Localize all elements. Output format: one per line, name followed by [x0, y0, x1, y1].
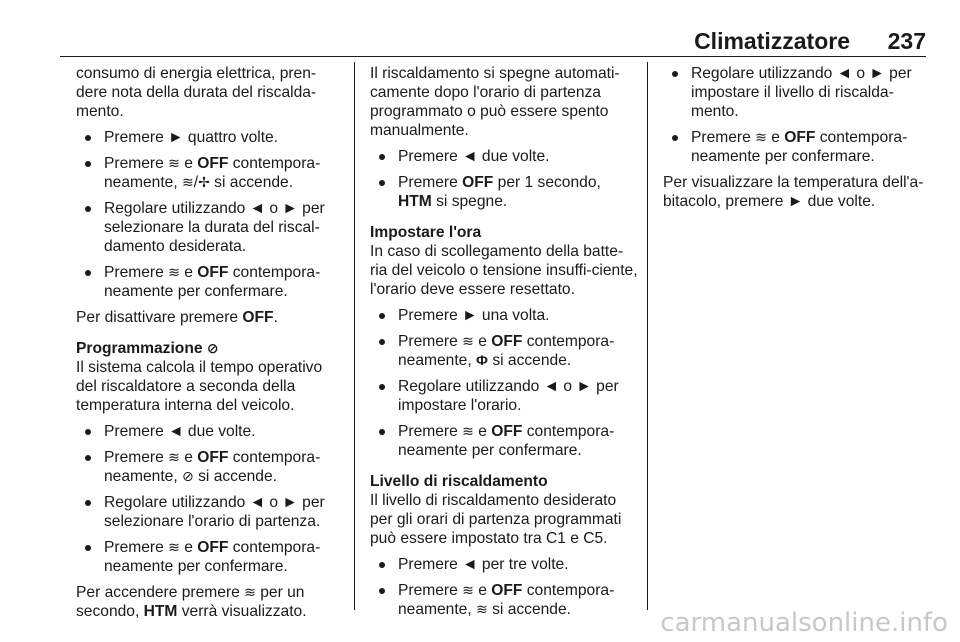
- list-item: Regolare utilizzando ◄ o ► per selezionare l'orario di partenza.: [76, 493, 344, 531]
- list-item: [76, 448, 344, 486]
- paragraph: [76, 583, 344, 621]
- paragraph: Per visualizzare la temperatura dell'a-bitacolo, premere ► due volte.: [663, 174, 924, 210]
- paragraph: Il sistema calcola il tempo operativo del riscaldatore a seconda della temperatura interna del veicolo.: [76, 359, 323, 414]
- list-item: [370, 422, 638, 460]
- off-key: OFF: [462, 174, 494, 191]
- text: e: [473, 582, 492, 599]
- paragraph: [76, 308, 344, 327]
- list-item: Premere ◄ per tre volte.: [370, 555, 638, 574]
- off-key: OFF: [491, 333, 523, 350]
- text: Premere: [104, 155, 169, 172]
- list-item: Premere ► una volta.: [370, 306, 638, 325]
- column-3: [663, 64, 931, 218]
- heater-icon: ≋: [168, 449, 180, 465]
- heater-icon: ≋: [462, 423, 474, 439]
- list-item: [76, 538, 344, 576]
- text: /: [193, 174, 199, 191]
- text: si spegne.: [431, 193, 508, 210]
- list-item: [76, 263, 344, 301]
- heater-icon: ≋: [462, 333, 474, 349]
- bullet-list: [663, 64, 931, 166]
- clock-icon: Ф: [476, 352, 488, 368]
- text: Premere: [398, 174, 463, 191]
- list-item: [76, 154, 344, 192]
- text: si accende.: [193, 468, 277, 485]
- heater-icon: ≋: [182, 174, 194, 190]
- text: contempora-neamente per confermare.: [104, 539, 321, 575]
- paragraph: In caso di scollegamento della batte-ria del veicolo o tensione insuffi-ciente, l'orario deve essere resettato.: [370, 243, 638, 298]
- column-2: [370, 64, 638, 626]
- text: Premere: [104, 264, 169, 281]
- text: contempora-neamente per confermare.: [104, 264, 321, 300]
- heater-icon: ≋: [462, 582, 474, 598]
- text: Premere: [398, 423, 463, 440]
- heater-icon: ≋: [168, 539, 180, 555]
- off-key: OFF: [242, 309, 274, 326]
- text: e: [473, 333, 492, 350]
- text: e: [179, 264, 198, 281]
- text: contempora-neamente,: [104, 449, 321, 485]
- list-item: Premere ► quattro volte.: [76, 128, 344, 147]
- clock-icon: ⊘: [206, 340, 219, 356]
- text: per 1 secondo,: [493, 174, 601, 191]
- off-key: OFF: [197, 449, 229, 466]
- paragraph: Il livello di riscaldamento desiderato per gli orari di partenza programmati può essere impostato tra C1 e C5.: [370, 492, 622, 547]
- bullet-list: [370, 147, 638, 211]
- text: contempora-neamente,: [398, 582, 615, 618]
- text: Per accendere premere: [76, 584, 245, 601]
- heater-icon: ≋: [244, 584, 256, 600]
- page-number: 237: [887, 28, 926, 54]
- off-key: OFF: [784, 129, 816, 146]
- list-item: Regolare utilizzando ◄ o ► per selezionare la durata del riscal-damento desiderata.: [76, 199, 344, 256]
- column-divider: [647, 62, 648, 610]
- paragraph: consumo di energia elettrica, pren-dere nota della durata del riscalda-mento.: [76, 65, 317, 120]
- text: contempora-neamente,: [104, 155, 321, 191]
- bullet-list: [370, 306, 638, 460]
- text: si accende.: [487, 601, 571, 618]
- list-item: [663, 128, 931, 166]
- text: e: [473, 423, 492, 440]
- off-key: OFF: [197, 539, 229, 556]
- text: Programmazione: [76, 340, 207, 357]
- list-item: Premere ◄ due volte.: [76, 422, 344, 441]
- heater-icon: ≋: [168, 264, 180, 280]
- text: per un secondo,: [76, 584, 305, 620]
- off-key: OFF: [197, 155, 229, 172]
- heater-icon: ≋: [476, 601, 488, 617]
- list-item: Premere ◄ due volte.: [370, 147, 638, 166]
- section-heading: [76, 339, 344, 358]
- text: contempora-neamente per confermare.: [691, 129, 908, 165]
- text: si accende.: [209, 174, 294, 191]
- text: verrà visualizzato.: [177, 603, 307, 620]
- off-key: OFF: [491, 582, 523, 599]
- off-key: OFF: [197, 264, 229, 281]
- text: e: [179, 539, 198, 556]
- text: e: [179, 449, 198, 466]
- off-key: OFF: [491, 423, 523, 440]
- section-heading: Impostare l'ora: [370, 224, 482, 241]
- htm-label: HTM: [398, 193, 432, 210]
- fan-icon: ✢: [198, 174, 210, 190]
- section-heading: Livello di riscaldamento: [370, 473, 548, 490]
- page-header: [60, 26, 926, 56]
- page-title: Climatizzatore: [694, 28, 850, 54]
- list-item: Regolare utilizzando ◄ o ► per impostare l'orario.: [370, 377, 638, 415]
- bullet-list: [76, 422, 344, 576]
- paragraph: Il riscaldamento si spegne automati-camente dopo l'orario di partenza programmato o può essere spento manualmente.: [370, 65, 620, 139]
- text: Premere: [104, 539, 169, 556]
- list-item: [370, 173, 638, 211]
- text: Per disattivare premere: [76, 309, 243, 326]
- text: e: [766, 129, 785, 146]
- text: Premere: [104, 449, 169, 466]
- column-divider: [354, 62, 355, 610]
- text: Premere: [691, 129, 756, 146]
- list-item: Regolare utilizzando ◄ o ► per impostare il livello di riscalda-mento.: [663, 64, 931, 121]
- bullet-list: [76, 128, 344, 301]
- text: contempora-neamente,: [398, 333, 615, 369]
- text: Premere: [398, 582, 463, 599]
- heater-icon: ≋: [755, 129, 767, 145]
- text: .: [273, 309, 278, 326]
- heater-icon: ≋: [168, 155, 180, 171]
- text: e: [179, 155, 198, 172]
- header-rule: [60, 56, 926, 57]
- text: si accende.: [487, 352, 572, 369]
- text: Premere: [398, 333, 463, 350]
- list-item: [370, 581, 638, 619]
- watermark: carmanualsonline.info: [660, 608, 948, 638]
- list-item: [370, 332, 638, 370]
- text: contempora-neamente per confermare.: [398, 423, 615, 459]
- bullet-list: [370, 555, 638, 619]
- column-1: [76, 64, 344, 628]
- clock-icon: ⊘: [182, 468, 194, 484]
- htm-label: HTM: [143, 603, 178, 620]
